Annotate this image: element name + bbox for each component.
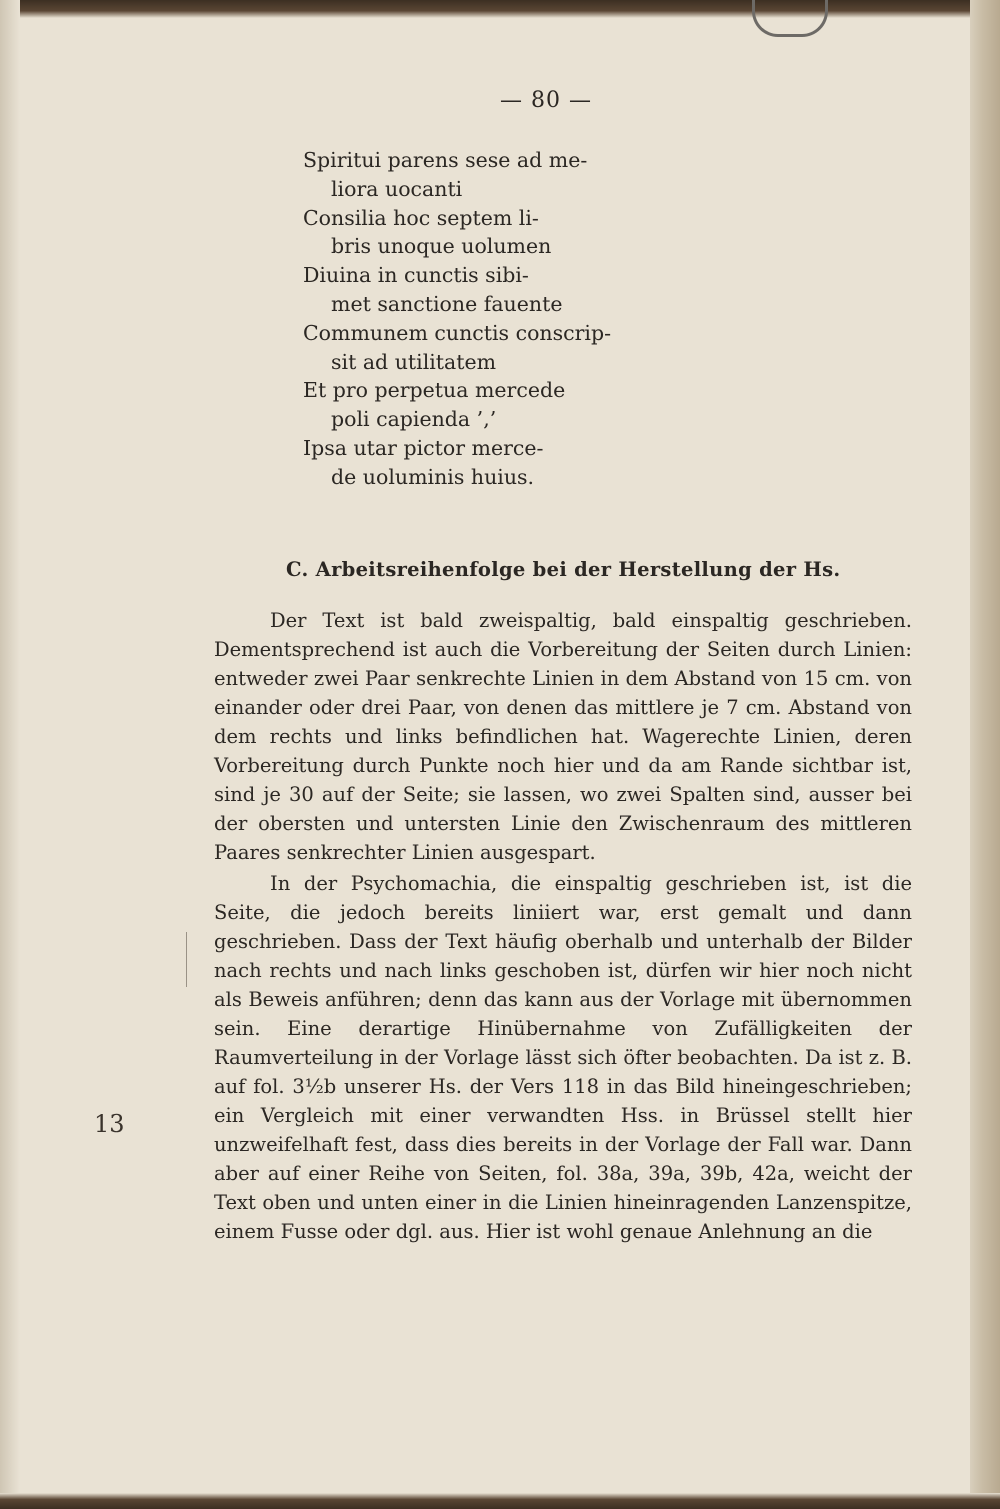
poem-line: sit ad utilitatem xyxy=(331,349,497,374)
section-heading: C. Arbeitsreihenfolge bei der Herstellung der Hs. xyxy=(286,558,841,581)
poem-line: Spiritui parens sese ad me- xyxy=(303,148,588,172)
page-bottom-edge xyxy=(0,1493,1000,1509)
paragraph-1: Der Text ist bald zweispaltig, bald einspaltig geschrieben. Dementsprechend ist auch die Vorbereitung der Seiten durch Linien: entweder zwei Paar senkrechte Linien in dem Abstand von 15 cm. von einander oder drei Paar, von denen das mittlere je 7 cm. Abstand von dem rechts und links befindlichen hat. Wagerechte Linien, deren Vorbereitung durch Punkte noch hier und da am Rande sichtbar ist, sind je 30 auf der Seite; sie lassen, wo zwei Spalten sind, ausser bei der obersten und untersten Linie den Zwischenraum des mittleren Paares senkrechter Linien ausgespart. xyxy=(214,609,912,864)
poem-line: poli capienda ’,’ xyxy=(331,407,497,432)
poem-line: met sanctione fauente xyxy=(331,291,563,316)
poem-line: Consilia hoc septem li- xyxy=(303,205,539,230)
body-text xyxy=(214,606,912,1246)
poem-line: Ipsa utar pictor merce- xyxy=(303,435,544,460)
paragraph-2: In der Psychomachia, die einspaltig geschrieben ist, ist die Seite, die jedoch bereits liniiert war, erst gemalt und dann geschrieben. Dass der Text häufig oberhalb und unterhalb der Bilder nach rechts und nach links geschoben ist, dürfen wir hier noch nicht als Beweis anführen; denn das kann aus der Vorlage mit übernommen sein. Eine derartige Hinübernahme von Zufälligkeiten der Raumverteilung in der Vorlage lässt sich öfter beobachten. Da ist z. B. auf fol. 3½b unserer Hs. der Vers 118 in das Bild hineingeschrieben; ein Vergleich mit einer verwandten Hss. in Brüssel stellt hier unzweifelhaft fest, dass dies bereits in der Vorlage der Fall war. Dann aber auf einer Reihe von Seiten, fol. 38a, 39a, 39b, 42a, weicht der Text oben und unten einer in die Linien hineinragenden Lanzenspitze, einem Fusse oder dgl. aus. Hier ist wohl genaue Anlehnung an die xyxy=(214,872,912,1243)
poem-line: Et pro perpetua mercede xyxy=(303,378,566,403)
latin-poem xyxy=(303,146,633,492)
page-number: — 80 — xyxy=(500,88,592,113)
margin-pencil-mark xyxy=(186,932,187,987)
poem-line: Diuina in cunctis sibi- xyxy=(303,263,529,288)
paper-clip-icon xyxy=(752,0,828,37)
page-gutter xyxy=(970,0,1000,1509)
poem-line: liora uocanti xyxy=(331,176,463,201)
poem-line: de uoluminis huius. xyxy=(331,464,535,489)
poem-line: Communem cunctis conscrip- xyxy=(303,320,612,345)
poem-line: bris unoque uolumen xyxy=(331,234,552,259)
margin-note: 13 xyxy=(94,1110,125,1138)
page-top-edge xyxy=(0,0,1000,18)
page-left-shade xyxy=(0,0,20,1509)
